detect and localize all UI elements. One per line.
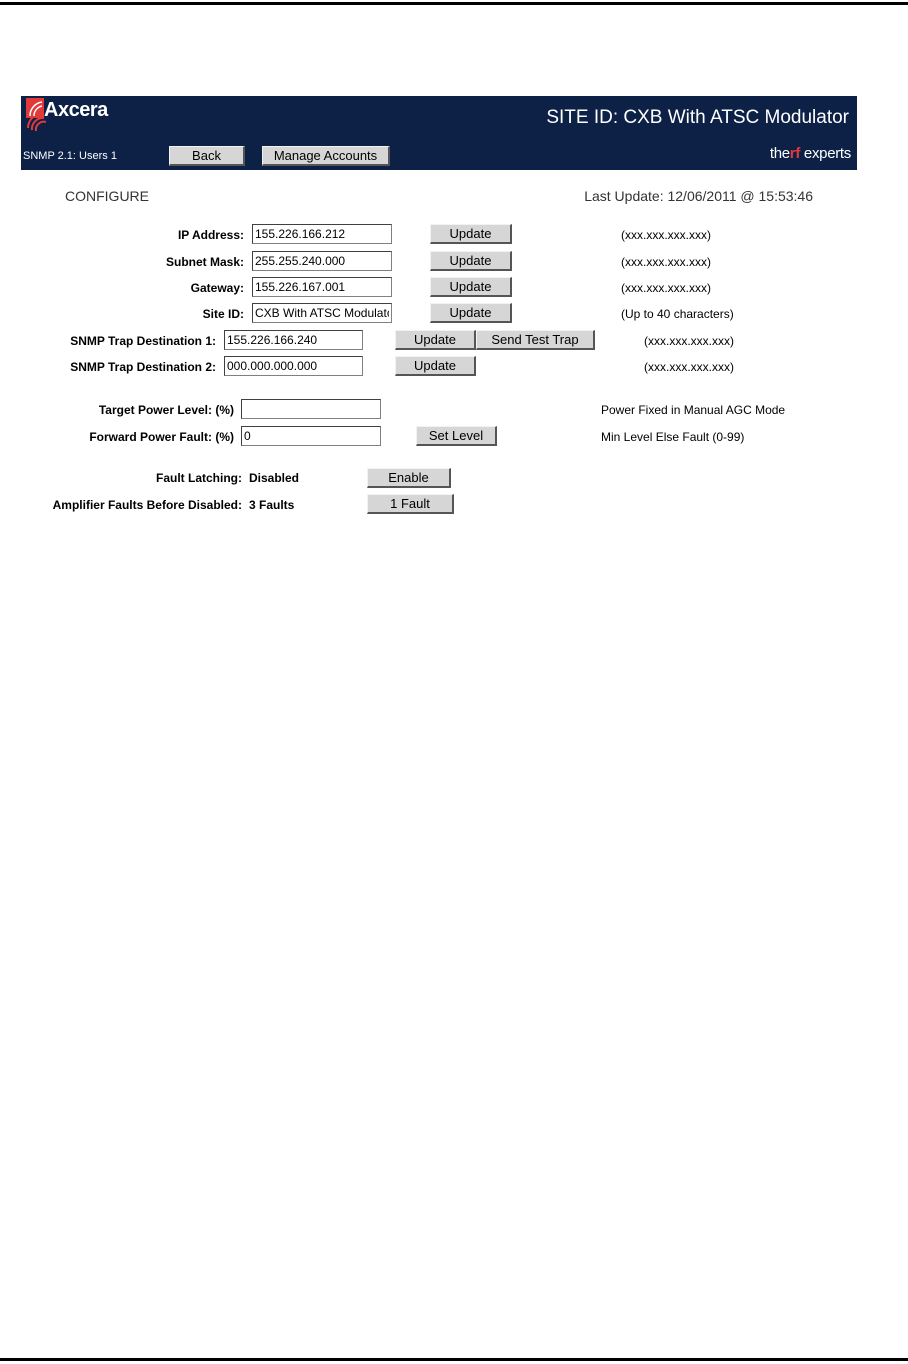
fault-latching-label: Fault Latching:: [156, 471, 242, 485]
target-power-input[interactable]: [241, 399, 381, 419]
amplifier-faults-value: 3 Faults: [249, 498, 295, 512]
gateway-update-button[interactable]: Update: [430, 277, 512, 297]
ip-address-label: IP Address:: [177, 228, 244, 242]
snmp-trap-2-label: SNMP Trap Destination 2:: [70, 360, 216, 374]
subnet-mask-hint: (xxx.xxx.xxx.xxx): [621, 255, 711, 269]
top-rule: [0, 2, 908, 5]
logo-text: Axcera: [44, 99, 108, 121]
snmp-trap-2-update-button[interactable]: Update: [395, 356, 476, 376]
tagline-rf: rf: [789, 145, 801, 162]
ip-address-hint: (xxx.xxx.xxx.xxx): [621, 228, 711, 242]
site-id-hint: (Up to 40 characters): [621, 307, 734, 321]
subnet-update-button[interactable]: Update: [430, 251, 512, 271]
header-banner: [21, 96, 857, 170]
target-power-note: Power Fixed in Manual AGC Mode: [601, 403, 786, 417]
snmp-version: SNMP 2.1: Users 1: [23, 150, 117, 162]
bottom-rule: [0, 1358, 908, 1361]
ip-update-button[interactable]: Update: [430, 224, 512, 244]
subnet-mask-label: Subnet Mask:: [165, 255, 244, 269]
back-button[interactable]: Back: [169, 146, 245, 166]
gateway-label: Gateway:: [190, 281, 244, 295]
snmp-trap-1-label: SNMP Trap Destination 1:: [70, 334, 216, 348]
section-title: CONFIGURE: [65, 188, 149, 204]
axcera-logo: [26, 98, 136, 134]
fault-latching-value: Disabled: [249, 471, 300, 485]
forward-power-fault-note: Min Level Else Fault (0-99): [601, 430, 745, 444]
forward-power-fault-input[interactable]: [241, 426, 381, 446]
tagline-post: experts: [803, 145, 851, 162]
manage-accounts-button[interactable]: Manage Accounts: [262, 146, 390, 166]
snmp-trap-1-hint: (xxx.xxx.xxx.xxx): [644, 334, 734, 348]
set-level-button[interactable]: Set Level: [416, 426, 497, 446]
subnet-mask-input[interactable]: [252, 251, 392, 271]
ip-address-input[interactable]: [252, 224, 392, 244]
snmp-trap-1-update-button[interactable]: Update: [395, 330, 476, 350]
tagline-pre: the: [769, 145, 790, 162]
snmp-trap-1-input[interactable]: [224, 330, 363, 350]
snmp-trap-2-hint: (xxx.xxx.xxx.xxx): [644, 360, 734, 374]
site-id-update-button[interactable]: Update: [430, 303, 512, 323]
site-title: SITE ID: CXB With ATSC Modulator: [546, 107, 849, 128]
one-fault-button[interactable]: 1 Fault: [367, 494, 454, 514]
site-id-label: Site ID:: [202, 307, 244, 321]
site-id-input[interactable]: [252, 303, 392, 323]
last-update: Last Update: 12/06/2011 @ 15:53:46: [584, 188, 813, 204]
tagline: [770, 145, 851, 162]
target-power-label: Target Power Level: (%): [98, 403, 234, 417]
enable-button[interactable]: Enable: [367, 468, 451, 488]
gateway-input[interactable]: [252, 277, 392, 297]
amplifier-faults-label: Amplifier Faults Before Disabled:: [52, 498, 242, 512]
forward-power-fault-label: Forward Power Fault: (%): [89, 430, 234, 444]
send-test-trap-button[interactable]: Send Test Trap: [476, 330, 595, 350]
snmp-trap-2-input[interactable]: [224, 356, 363, 376]
gateway-hint: (xxx.xxx.xxx.xxx): [621, 281, 711, 295]
